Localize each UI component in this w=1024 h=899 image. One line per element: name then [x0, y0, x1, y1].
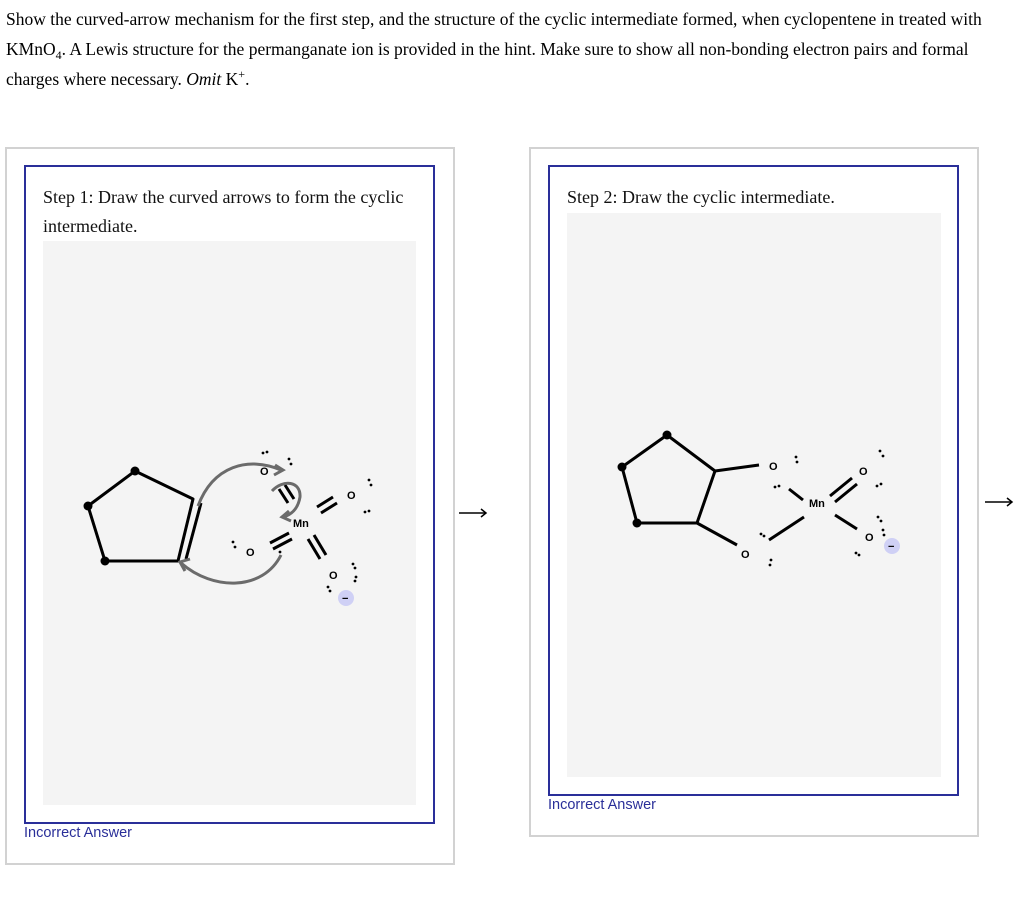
oxygen-double: O — [859, 466, 868, 478]
next-step-arrow — [459, 506, 489, 524]
next-step-arrow-2 — [985, 495, 1015, 513]
carbon-dot — [131, 467, 140, 476]
superscript-plus: + — [238, 67, 246, 81]
oxygen-bottom: O — [329, 570, 338, 582]
subscript-4: 4 — [55, 48, 62, 62]
oxygen-upper: O — [769, 461, 778, 473]
step2-feedback: Incorrect Answer — [548, 797, 656, 813]
step2-drawing-canvas[interactable] — [567, 213, 941, 777]
manganese: Mn — [809, 498, 825, 510]
potassium-text: K — [221, 69, 239, 89]
period: . — [245, 69, 250, 89]
step1-feedback: Incorrect Answer — [24, 825, 132, 841]
oxygen-top: O — [260, 466, 269, 478]
question-text-cont: . A Lewis structure for the permanganate ion is provided in the hint. Make sure to show all non-bonding electron pairs and formal charges where necessary. — [6, 39, 969, 89]
negative-charge: − — [888, 541, 895, 553]
oxygen-left: O — [246, 547, 255, 559]
step1-molecule — [43, 241, 416, 805]
oxygen-lower: O — [741, 549, 750, 561]
step1-title: Step 1: Draw the curved arrows to form the cyclic intermediate. — [43, 187, 404, 236]
oxygen-right: O — [347, 490, 356, 502]
step2-molecule — [567, 213, 941, 777]
step1-drawing-canvas[interactable] — [43, 241, 416, 805]
question-text: Show the curved-arrow mechanism for the first step, and the structure of the cyclic intermediate formed, when cyclopentene in treated with KMnO — [6, 9, 982, 59]
negative-charge: − — [342, 593, 349, 605]
question-prompt — [6, 4, 1016, 94]
oxygen-charged: O — [865, 532, 874, 544]
step2-title: Step 2: Draw the cyclic intermediate. — [567, 187, 835, 207]
omit-text: Omit — [186, 69, 222, 89]
manganese: Mn — [293, 518, 309, 530]
